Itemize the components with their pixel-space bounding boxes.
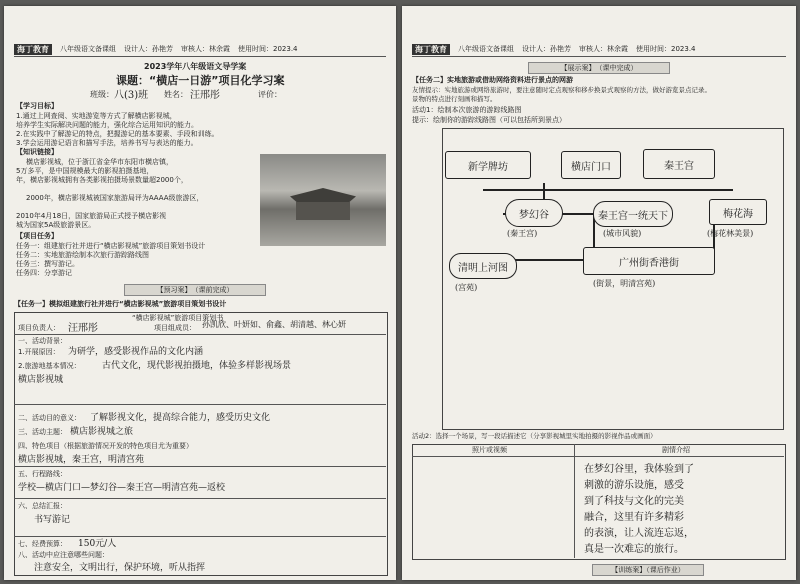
designer: 设计人：孙艳芳 — [124, 45, 173, 53]
score-label: 评价： — [258, 90, 282, 99]
route-stop: 广州街香港街 — [583, 247, 715, 275]
logo: 海丁教育 — [14, 44, 52, 55]
route-stop: 清明上河图 — [449, 253, 517, 279]
field-value: 横店影视城之旅 — [70, 427, 134, 437]
knowledge-line: 年，横店影视城拥有各类影视拍摄场景数量超2000个， — [16, 176, 188, 184]
knowledge-heading: 【知识链接】 — [16, 148, 58, 156]
knowledge-line: 2000年，横店影视城被国家旅游局评为AAAA级旅游区， — [26, 194, 204, 202]
route-stop: 秦王宫一统天下 — [593, 201, 673, 227]
member-value: 孙凯欣、叶妍如、俞鑫、胡清越、林心妍 — [202, 320, 346, 329]
reviewer: 审核人：林余霞 — [181, 45, 230, 53]
field-label: 三、活动主题： — [18, 428, 67, 436]
goal-line: 2.在实践中了解游记的特点，把握游记的基本要素、手段和训练。 — [16, 130, 219, 138]
route-stop: 秦王宫 — [643, 149, 715, 179]
member-label: 项目组成员： — [154, 324, 196, 332]
name-label: 姓名： — [164, 90, 188, 99]
activity1-hint: 提示：绘制你的游踪线路图（可以包括所到景点） — [412, 116, 566, 124]
knowledge-line: 2010年4月18日，国家旅游局正式授予横店影视 — [16, 212, 167, 220]
preview-section-label: 【预习案】 （课前完成） — [124, 284, 266, 296]
doc-title: 2023学年八年级语文导学案 — [144, 62, 247, 71]
field-label: 六、总结汇报： — [18, 502, 67, 510]
activity2-title: 活动2：选择一个场景，写一段话描述它（分享影视城里实地拍摄的影视作品或画面） — [412, 432, 657, 440]
usage-date: 使用时间：2023.4 — [636, 45, 696, 53]
field-value: 古代文化，现代影视拍摄地，体验多样影视场景 — [102, 361, 292, 371]
knowledge-line: 5万多平，是中国规模最大的影视拍摄基地， — [16, 167, 154, 175]
page-header — [14, 42, 386, 57]
usage-date: 使用时间：2023.4 — [238, 45, 298, 53]
field-value: 横店影视城，秦王宫，明清宫苑 — [18, 455, 145, 465]
story-line: 的表演，让人流连忘返， — [584, 528, 694, 539]
field-value: 书写游记 — [34, 515, 71, 525]
task2-hint: 景物的特点进行刻画和描写。 — [412, 95, 497, 103]
field-label: 八、活动中应注意哪些问题： — [18, 551, 109, 559]
route-stop: 梅花海 — [709, 199, 767, 225]
reviewer: 审核人：林余霞 — [579, 45, 628, 53]
route-caption: (秦王宫) — [507, 229, 538, 238]
route-stop: 梦幻谷 — [505, 199, 563, 227]
goal-line: 3.学会运用游记语言和描写手法，培养书写与表达的能力。 — [16, 139, 198, 147]
task1-title: 【任务一】模拟组建旅行社并进行“横店影视城”旅游项目策划书设计 — [14, 300, 227, 308]
route-caption: (街景，明清宫苑) — [593, 279, 656, 288]
lesson-title: 课题：“横店一日游”项目化学习案 — [116, 74, 285, 87]
field-value: 150元/人 — [78, 539, 117, 549]
task2-hint: 友情提示：实地旅游或网络旅游时，要注意随时定点观察和移步换景式观察的方法，做好游览景点记录。 — [412, 86, 711, 94]
class-label: 班级： — [90, 90, 114, 99]
designer: 设计人：孙艳芳 — [522, 45, 571, 53]
plan-title: “横店影视城”旅游项目策划书 — [132, 314, 224, 322]
hengdian-photo — [260, 154, 386, 246]
story-line: 真是一次难忘的旅行。 — [584, 544, 684, 555]
knowledge-line: 横店影视城，位于浙江省金华市东阳市横店镇， — [26, 158, 173, 166]
field-label: 一、活动背景： — [18, 337, 67, 345]
col-header: 照片或视频 — [472, 446, 507, 454]
field-label: 五、行程路线： — [18, 470, 67, 478]
task-line: 任务二：实地旅游绘制本次旅行游踪路线图 — [16, 251, 149, 259]
goals-heading: 【学习目标】 — [16, 102, 58, 110]
field-value: 横店影视城 — [18, 375, 64, 385]
route-stop: 横店门口 — [561, 151, 621, 179]
route-stop: 新学牌坊 — [445, 151, 531, 179]
field-label: 四、特色项目（根据旅游情况开发的特色项目尤为重要） — [18, 442, 193, 450]
subject-group: 八年级语文备课组 — [60, 45, 116, 53]
knowledge-line: 城为国家5A级旅游景区。 — [16, 221, 96, 229]
field-label: 七、经费预算： — [18, 540, 67, 548]
story-line: 刺激的游乐设施，感受 — [584, 480, 684, 491]
name-value: 汪邢彤 — [190, 90, 220, 101]
story-line: 到了科技与文化的完美 — [584, 496, 684, 507]
route-map-area — [442, 128, 784, 430]
show-section-label: 【展示案】 （课中完成） — [528, 62, 670, 74]
field-value: 为研学，感受影视作品的文化内涵 — [68, 347, 204, 357]
page-header — [412, 42, 786, 57]
story-line: 融合，这里有许多精彩 — [584, 512, 684, 523]
tasks-heading: 【项目任务】 — [16, 232, 58, 240]
subject-group: 八年级语文备课组 — [458, 45, 514, 53]
route-caption: (梅花林美景) — [707, 229, 754, 238]
route-caption: (宫苑) — [455, 283, 478, 292]
activity1-title: 活动1：绘制本次旅游的游踪线路图 — [412, 106, 522, 114]
field-label: 1.开展原因： — [18, 348, 60, 356]
task-line: 任务四：分享游记 — [16, 269, 72, 277]
goal-line: 1.通过上网查阅、实地游览等方式了解横店影视城， — [16, 112, 177, 120]
task2-title: 【任务二】实地旅游或借助网络资料进行景点的网游 — [412, 76, 573, 84]
field-value: 学校—横店门口—梦幻谷—秦王宫—明清宫苑—返校 — [18, 483, 226, 493]
field-value: 注意安全，文明出行，保护环境，听从指挥 — [34, 563, 206, 573]
field-value: 了解影视文化，提高综合能力，感受历史文化 — [90, 413, 271, 423]
field-label: 2.旅游地基本情况： — [18, 362, 81, 370]
left-page — [4, 6, 396, 580]
field-label: 二、活动目的意义： — [18, 414, 81, 422]
leader-label: 项目负责人： — [18, 324, 60, 332]
goal-line: 培养学生实际解决问题的能力，强化综合运用知识的能力。 — [16, 121, 198, 129]
training-section-label: 【训练案】（课后作业） — [592, 564, 704, 576]
class-value: 八(3)班 — [114, 90, 149, 101]
task-line: 任务一：组建旅行社并进行“横店影视城”旅游项目策划书设计 — [16, 242, 206, 250]
task-line: 任务三：撰写游记。 — [16, 260, 79, 268]
col-header: 剧情介绍 — [662, 446, 690, 454]
logo: 海丁教育 — [412, 44, 450, 55]
leader-value: 汪邢彤 — [68, 323, 98, 334]
route-caption: (城市风貌) — [603, 229, 642, 238]
story-line: 在梦幻谷里，我体验到了 — [584, 464, 694, 475]
right-page — [402, 6, 796, 580]
